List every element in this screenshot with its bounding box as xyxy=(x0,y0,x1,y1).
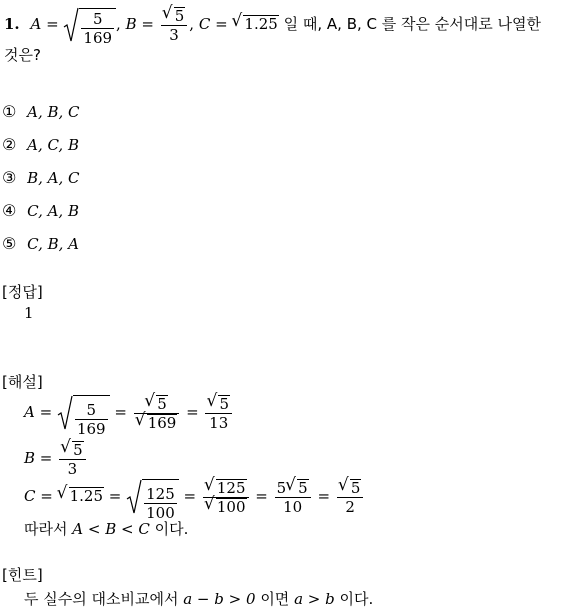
choice-2[interactable] xyxy=(2,135,79,154)
hint-math-1: a − b > 0 xyxy=(183,590,256,608)
choice-5[interactable] xyxy=(2,234,79,253)
choice-3[interactable] xyxy=(2,168,80,187)
hint-text-2: 이면 xyxy=(260,590,290,608)
choice-1-mark: ① xyxy=(2,102,17,121)
explanation-conclusion xyxy=(24,518,188,539)
a-num: 5 xyxy=(92,9,103,28)
frac-b xyxy=(161,7,188,44)
hint-text-3: 이다. xyxy=(339,590,374,608)
line-c-sqrt xyxy=(126,479,179,522)
hint-math-2: a > b xyxy=(294,590,335,608)
choice-2-mark: ② xyxy=(2,135,17,154)
line-c-lhs: C = xyxy=(24,487,53,505)
conclusion-math: A < B < C xyxy=(72,520,150,538)
line-a-f1-num: 5 xyxy=(86,400,97,419)
line-c-f4-num: 5 xyxy=(350,478,361,497)
var-a: A xyxy=(30,15,42,33)
choice-3-mark: ③ xyxy=(2,168,17,187)
question-text-1: 일 때, A, B, C 를 작은 순서대로 나열한 xyxy=(283,15,541,33)
var-c: C xyxy=(198,15,211,33)
b-den: 3 xyxy=(161,25,188,44)
conclusion-prefix: 따라서 xyxy=(24,520,68,538)
question-line-1: 1. A = $\frac{5}{169}$ , B = √ $\frac{5}{3}$ , C = √ 1.25 일 때, A, B, C 를 작은 순서대로 나열한 xyxy=(4,6,541,42)
line-c-f1-num: 125 xyxy=(146,484,175,503)
line-c-f3-coef: 5 xyxy=(276,478,287,497)
line-a-f3-num: 5 xyxy=(219,394,229,413)
choice-1[interactable] xyxy=(2,102,80,121)
line-c-f4-den: 2 xyxy=(337,497,364,516)
line-a-f3-den: 13 xyxy=(205,413,232,432)
answer-value: 1 xyxy=(24,304,34,322)
choice-5-text: C, B, A xyxy=(27,235,79,253)
line-c-f3 xyxy=(275,479,311,516)
hint-header: [힌트] xyxy=(2,566,43,584)
line-a-lhs: A = xyxy=(24,403,53,421)
hint-text-1: 두 실수의 대소비교에서 xyxy=(24,590,179,608)
choice-1-text: A, B, C xyxy=(27,103,80,121)
line-c-f1-den: 100 xyxy=(146,503,175,522)
line-b-den: 3 xyxy=(59,459,86,478)
choice-4-mark: ④ xyxy=(2,201,17,220)
var-b: B xyxy=(125,15,137,33)
choice-2-text: A, C, B xyxy=(27,136,79,154)
choice-4-text: C, A, B xyxy=(27,202,79,220)
line-c-f4 xyxy=(337,479,364,516)
b-num: 5 xyxy=(174,6,185,25)
sqrt-c xyxy=(232,6,278,42)
c-rad: 1.25 xyxy=(244,15,278,33)
line-c-f3-den: 10 xyxy=(275,497,311,516)
line-a-f2 xyxy=(134,395,180,432)
line-c-f3-num: 5 xyxy=(298,478,308,497)
line-a-f1-den: 169 xyxy=(76,419,106,438)
explanation-line-c: C = √ 1.25 = $\frac{125}{100}$ = √ 125 √ 100 = $\frac{5√ 5}{10}$ = √ $\frac{5}{2}$ xyxy=(24,474,365,518)
line-b-lhs: B = xyxy=(24,449,53,467)
line-a-f2-den: 169 xyxy=(147,413,177,432)
explanation-line-a: A = $\frac{5}{169}$ = √ 5 √ 169 = √ $\frac{5}{13}$ xyxy=(24,390,234,434)
line-c-f2-num: 125 xyxy=(216,478,246,497)
hint-text xyxy=(24,588,373,609)
choice-5-mark: ⑤ xyxy=(2,234,17,253)
choice-3-text: B, A, C xyxy=(27,169,80,187)
line-b-num: 5 xyxy=(73,440,83,459)
choice-4[interactable] xyxy=(2,201,79,220)
conclusion-suffix: 이다. xyxy=(154,520,189,538)
answer-header: [정답] xyxy=(2,283,43,301)
line-c-f2-den: 100 xyxy=(216,497,246,516)
question-number: 1. xyxy=(4,15,20,33)
question-text-2: 것은? xyxy=(4,46,41,64)
line-c-rad: 1.25 xyxy=(69,487,104,505)
explanation-header: [해설] xyxy=(2,373,43,391)
sqrt-a xyxy=(63,7,116,47)
line-a-f2-num: 5 xyxy=(157,394,167,413)
a-den: 169 xyxy=(83,28,113,47)
line-a-f3 xyxy=(205,395,232,432)
line-c-f2 xyxy=(203,479,249,516)
line-a-sqrt xyxy=(57,395,110,438)
